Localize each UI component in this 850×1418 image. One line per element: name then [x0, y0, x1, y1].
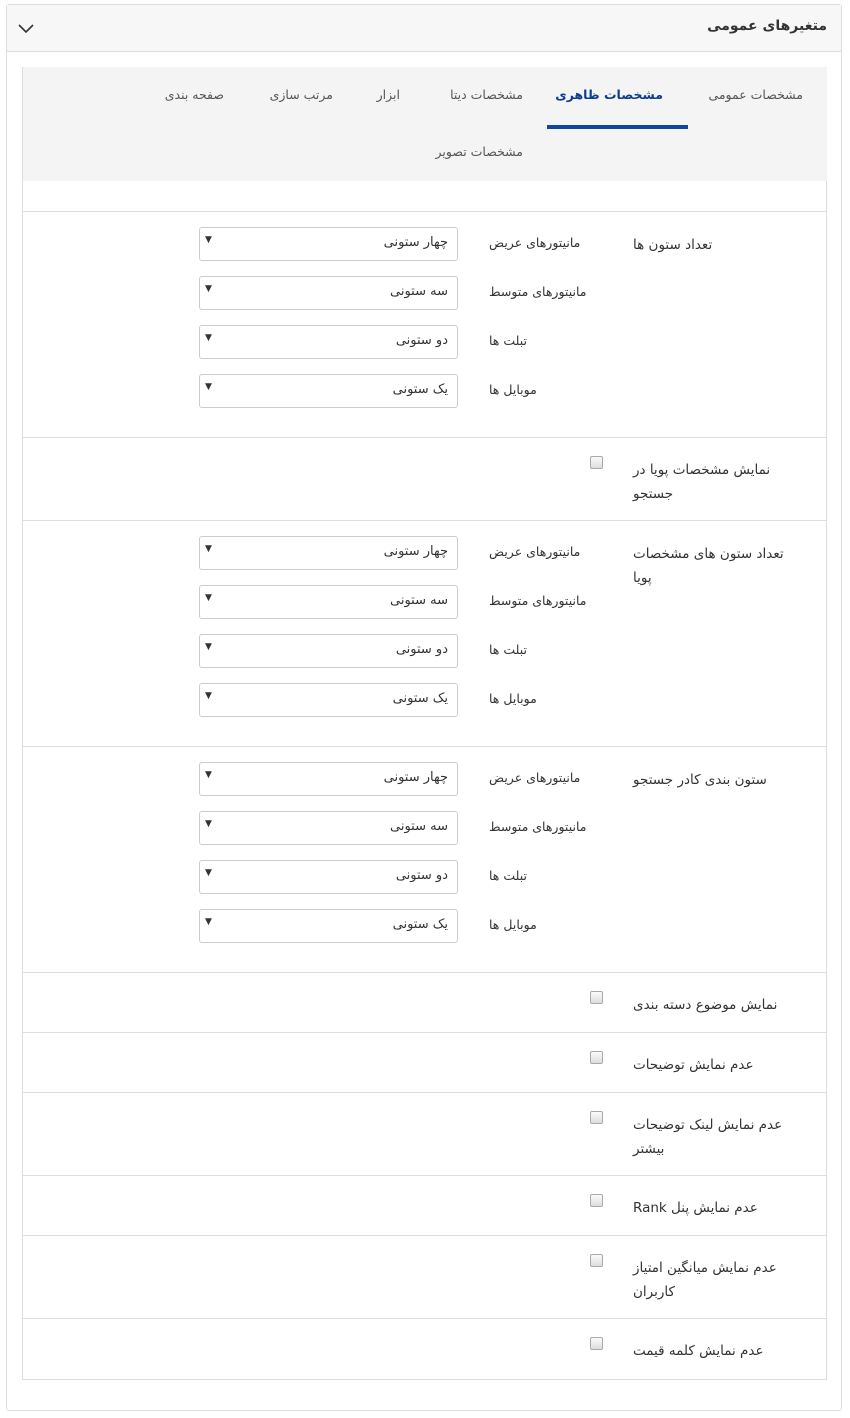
settings-container [22, 67, 827, 1380]
setting-label: تعداد ستون های مشخصات پویا [633, 546, 784, 586]
checkbox-row [23, 1092, 826, 1176]
column-count-select[interactable] [199, 811, 458, 845]
dropdown-arrow-icon: ▼ [205, 770, 212, 780]
setting-label: عدم نمایش میانگین امتیاز کاربران [633, 1260, 777, 1300]
select-value: دو ستونی [395, 333, 448, 348]
column-count-select[interactable] [199, 227, 458, 261]
checkbox-row [23, 1318, 826, 1380]
field-label: مانیتورهای متوسط [489, 819, 587, 834]
select-value: سه ستونی [390, 284, 448, 299]
checkbox-row [23, 1175, 826, 1236]
setting-checkbox[interactable] [590, 1194, 603, 1207]
setting-label: ستون بندی کادر جستجو [633, 772, 767, 788]
spacer-row [23, 181, 826, 211]
checkbox-row [23, 1032, 826, 1093]
tab-sorting[interactable]: مرتب سازی [269, 87, 333, 102]
column-count-select[interactable] [199, 683, 458, 717]
field-label: مانیتورهای متوسط [489, 593, 587, 608]
setting-label: تعداد ستون ها [633, 237, 713, 253]
setting-checkbox[interactable] [590, 991, 603, 1004]
setting-group [23, 520, 826, 747]
setting-group [23, 746, 826, 973]
select-value: یک ستونی [392, 691, 448, 706]
field-label: تبلت ها [489, 333, 528, 348]
field-label: موبایل ها [489, 691, 537, 706]
tab-pagination[interactable]: صفحه بندی [164, 87, 224, 102]
column-count-select[interactable] [199, 536, 458, 570]
column-count-select[interactable] [199, 585, 458, 619]
dropdown-arrow-icon: ▼ [205, 382, 212, 392]
select-value: سه ستونی [390, 593, 448, 608]
active-tab-indicator [547, 125, 688, 129]
checkbox-row [23, 972, 826, 1033]
dropdown-arrow-icon: ▼ [205, 333, 212, 343]
select-value: یک ستونی [392, 917, 448, 932]
select-value: سه ستونی [390, 819, 448, 834]
panel-header[interactable] [7, 5, 841, 52]
field-label: مانیتورهای عریض [489, 770, 581, 785]
setting-label: نمایش مشخصات پویا در جستجو [633, 462, 771, 502]
field-label: تبلت ها [489, 868, 528, 883]
field-label: موبایل ها [489, 917, 537, 932]
select-value: دو ستونی [395, 868, 448, 883]
select-value: چهار ستونی [383, 235, 448, 250]
field-label: مانیتورهای متوسط [489, 284, 587, 299]
select-value: چهار ستونی [383, 770, 448, 785]
setting-label: عدم نمایش پنل Rank [633, 1200, 758, 1216]
dropdown-arrow-icon: ▼ [205, 593, 212, 603]
setting-checkbox[interactable] [590, 1254, 603, 1267]
column-count-select[interactable] [199, 909, 458, 943]
tab-appearance[interactable]: مشخصات ظاهری [555, 87, 663, 102]
field-label: مانیتورهای عریض [489, 544, 581, 559]
setting-checkbox[interactable] [590, 1337, 603, 1350]
column-count-select[interactable] [199, 634, 458, 668]
select-value: دو ستونی [395, 642, 448, 657]
field-label: موبایل ها [489, 382, 537, 397]
column-count-select[interactable] [199, 860, 458, 894]
setting-label: عدم نمایش لینک توضیحات بیشتر [633, 1117, 783, 1157]
select-value: یک ستونی [392, 382, 448, 397]
tab-general[interactable]: مشخصات عمومی [708, 87, 803, 102]
tab-bar [23, 67, 827, 181]
dropdown-arrow-icon: ▼ [205, 235, 212, 245]
dropdown-arrow-icon: ▼ [205, 642, 212, 652]
setting-checkbox[interactable] [590, 1111, 603, 1124]
select-value: چهار ستونی [383, 544, 448, 559]
dropdown-arrow-icon: ▼ [205, 868, 212, 878]
setting-checkbox[interactable] [590, 1051, 603, 1064]
field-label: تبلت ها [489, 642, 528, 657]
column-count-select[interactable] [199, 374, 458, 408]
dropdown-arrow-icon: ▼ [205, 284, 212, 294]
field-label: مانیتورهای عریض [489, 235, 581, 250]
column-count-select[interactable] [199, 762, 458, 796]
column-count-select[interactable] [199, 325, 458, 359]
tab-tools[interactable]: ابزار [376, 87, 400, 102]
tab-data[interactable]: مشخصات دیتا [450, 87, 523, 102]
dropdown-arrow-icon: ▼ [205, 917, 212, 927]
checkbox-row [23, 437, 826, 521]
setting-group [23, 211, 826, 438]
checkbox-row [23, 1235, 826, 1319]
tab-image[interactable]: مشخصات تصویر [435, 144, 523, 159]
panel-title: متغیرهای عمومی [707, 18, 827, 34]
dropdown-arrow-icon: ▼ [205, 544, 212, 554]
setting-label: عدم نمایش توضیحات [633, 1057, 754, 1073]
setting-label: عدم نمایش کلمه قیمت [633, 1343, 764, 1359]
dropdown-arrow-icon: ▼ [205, 691, 212, 701]
chevron-down-icon[interactable] [17, 19, 35, 37]
column-count-select[interactable] [199, 276, 458, 310]
setting-label: نمایش موضوع دسته بندی [633, 997, 778, 1013]
dropdown-arrow-icon: ▼ [205, 819, 212, 829]
setting-checkbox[interactable] [590, 456, 603, 469]
